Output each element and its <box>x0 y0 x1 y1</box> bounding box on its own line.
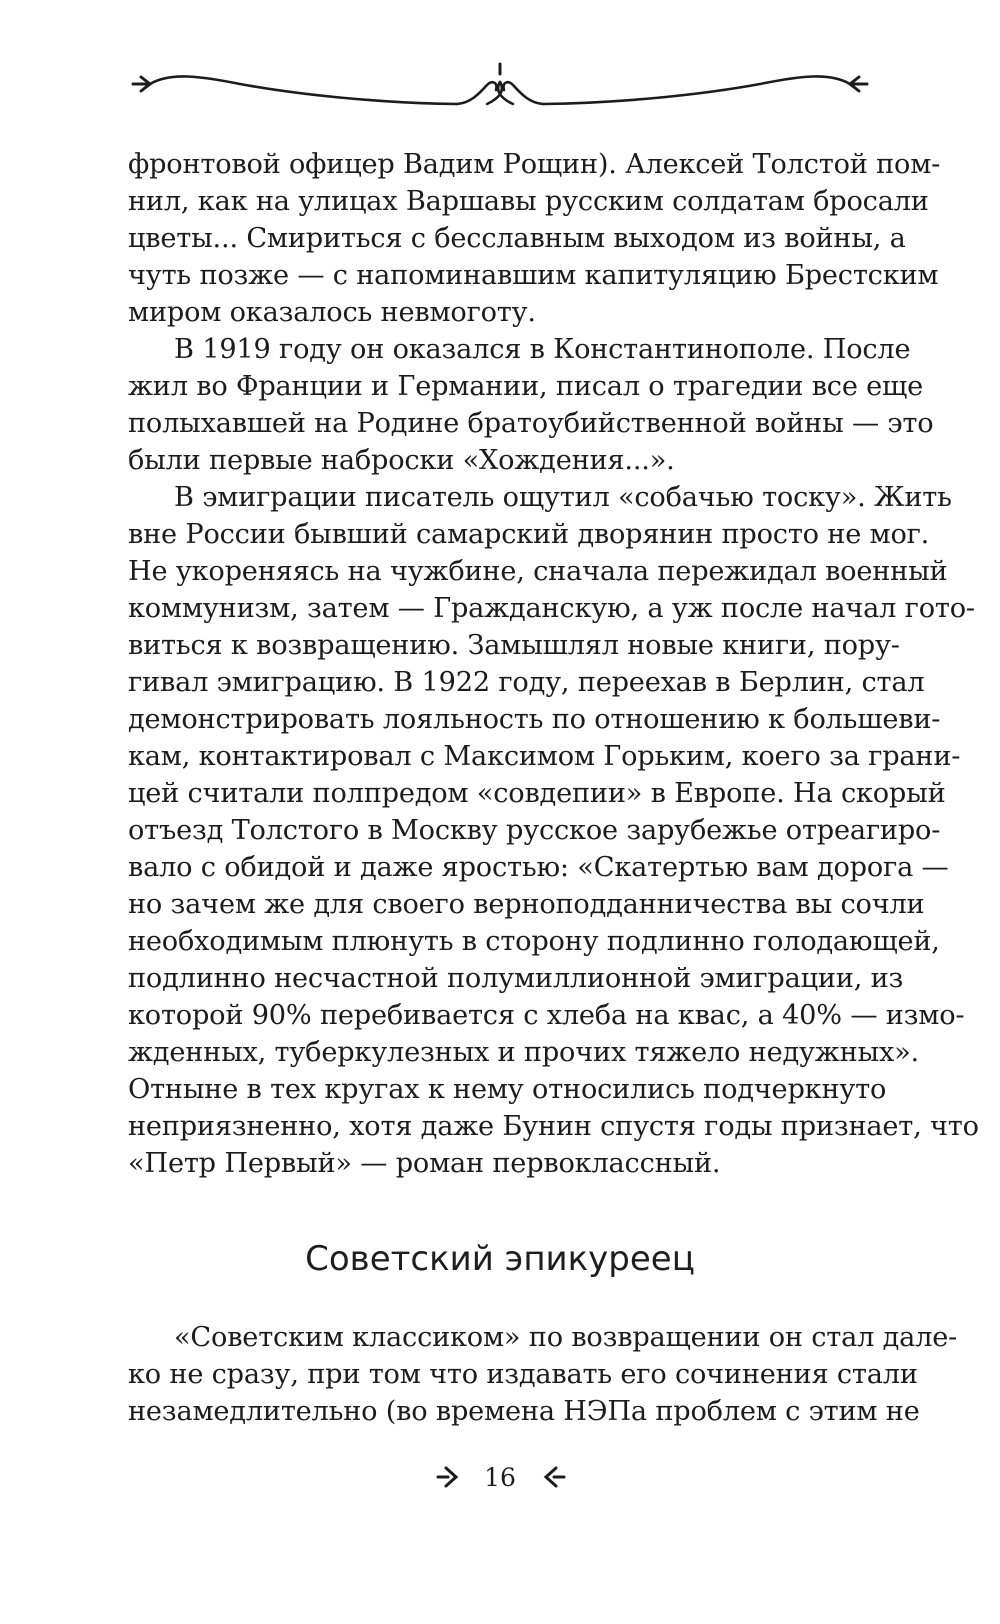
text-line: неприязненно, хотя даже Бунин спустя годы признает, что <box>128 1111 979 1142</box>
text-line: вало с обидой и даже яростью: «Скатертью вам дорога — <box>128 852 949 883</box>
text-line: отъезд Толстого в Москву русское зарубежье отреагиро- <box>128 815 941 846</box>
text-line: Отныне в тех кругах к нему относились подчеркнуто <box>128 1074 887 1105</box>
text-line: были первые наброски «Хождения...». <box>128 445 675 476</box>
text-line: коммунизм, затем — Гражданскую, а уж после начал гото- <box>128 593 975 624</box>
text-line: ко не сразу, при том что издавать его сочинения стали <box>128 1359 918 1390</box>
text-line: полыхавшей на Родине братоубийственной войны — это <box>128 408 934 439</box>
text-line: цей считали полпредом «совдепии» в Европе. На скорый <box>128 778 946 809</box>
text-line: кам, контактировал с Максимом Горьким, коего за грани- <box>128 741 961 772</box>
right-arrow-ornament <box>850 77 867 91</box>
right-curve-ornament <box>543 76 850 104</box>
body-text-block-2 <box>128 1319 958 1430</box>
text-line: вне России бывший самарский дворянин просто не мог. <box>128 519 930 550</box>
left-arrow-ornament <box>133 77 150 91</box>
body-text-block-1 <box>128 146 979 1182</box>
text-line: цветы... Смириться с бесславным выходом из войны, а <box>128 223 906 254</box>
text-line: Не укореняясь на чужбине, сначала пережидал военный <box>128 556 948 587</box>
text-line: демонстрировать лояльность по отношению к большеви- <box>128 704 941 735</box>
top-ornament <box>0 0 1000 140</box>
center-flourish-ornament <box>457 82 543 104</box>
text-line: В 1919 году он оказался в Константинополе. После <box>174 334 911 365</box>
text-line: «Советским классиком» по возвращении он стал дале- <box>174 1322 958 1353</box>
text-line: фронтовой офицер Вадим Рощин). Алексей Толстой пом- <box>128 149 941 180</box>
text-line: которой 90% перебивается с хлеба на квас, а 40% — измо- <box>128 1000 965 1031</box>
text-line: незамедлительно (во времена НЭПа проблем с этим не <box>128 1396 920 1427</box>
text-line: чуть позже — с напоминавшим капитуляцию Брестским <box>128 260 939 291</box>
text-line: подлинно несчастной полумиллионной эмиграции, из <box>128 963 904 994</box>
text-line: виться к возвращению. Замышлял новые книги, пору- <box>128 630 900 661</box>
text-line: но зачем же для своего верноподданничества вы сочли <box>128 889 925 920</box>
left-curve-ornament <box>150 76 457 104</box>
text-line: нил, как на улицах Варшавы русским солдатам бросали <box>128 186 929 217</box>
text-line: В эмиграции писатель ощутил «собачью тоску». Жить <box>174 482 952 513</box>
text-line: миром оказалось невмоготу. <box>128 297 536 328</box>
text-line: необходимым плюнуть в сторону подлинно голодающей, <box>128 926 940 957</box>
text-line: «Петр Первый» — роман первоклассный. <box>128 1148 721 1179</box>
text-line: жденных, туберкулезных и прочих тяжело недужных». <box>128 1037 919 1068</box>
text-line: гивал эмиграцию. В 1922 году, переехав в Берлин, стал <box>128 667 925 698</box>
section-heading: Советский эпикуреец <box>305 1239 695 1279</box>
page-number: 16 <box>484 1463 516 1492</box>
text-line: жил во Франции и Германии, писал о трагедии все еще <box>128 371 924 402</box>
